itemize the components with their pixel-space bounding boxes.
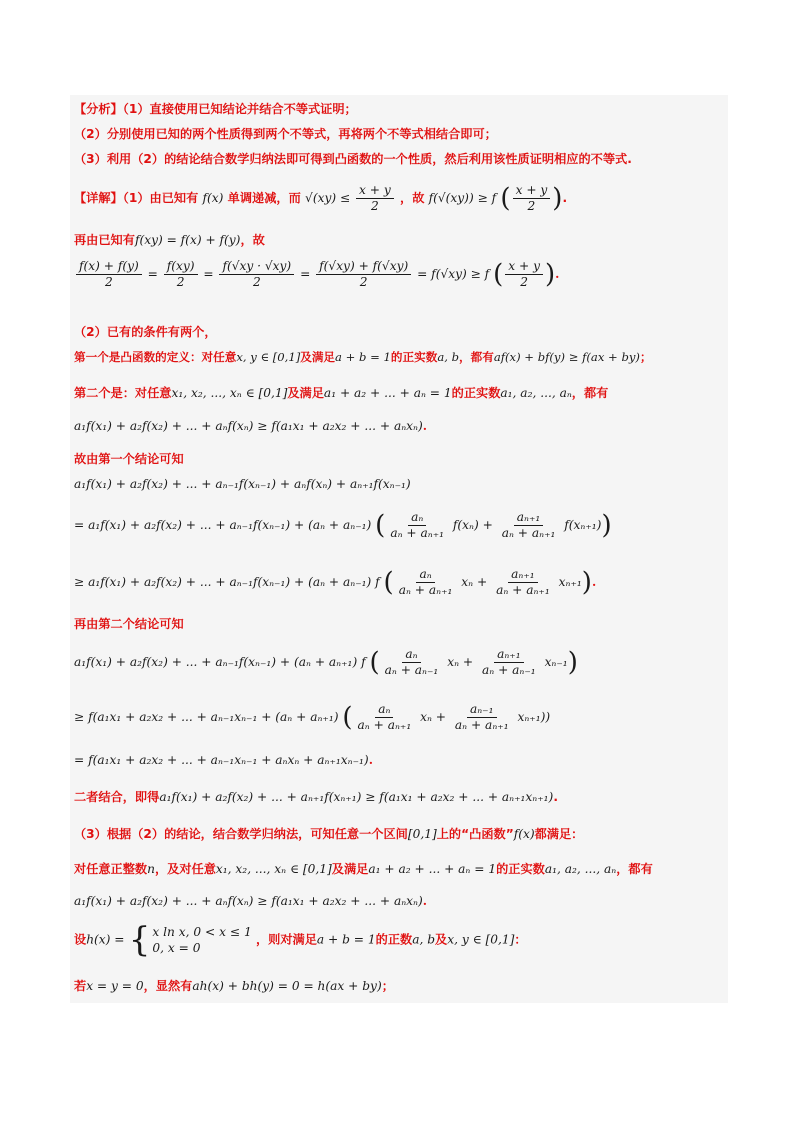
detail-line-6: 第二个是：对任意x₁, x₂, ..., xₙ ∈ [0,1]及满足a₁ + a₂ + ... + aₙ = 1的正实数a₁, a₂, ..., aₙ，都有: [74, 386, 609, 400]
detail-line-13: a₁f(x₁) + a₂f(x₂) + ... + aₙ₋₁f(xₙ₋₁) + (aₙ + aₙ₊₁) f ( $\frac{\text{aₙ}}{\text{aₙ + aₙ₋₁}}$ xₙ + $\frac{\text{aₙ₊₁}}{\text{aₙ + aₙ₋₁}}$ xₙ₋₁): [74, 647, 578, 678]
fraction: $\frac{\text{aₙ}}{\text{aₙ + aₙ₊₁}}$: [398, 567, 453, 597]
detail-line-14: ≥ f(a₁x₁ + a₂x₂ + ... + aₙ₋₁xₙ₋₁ + (aₙ + aₙ₊₁) ( $\frac{\text{aₙ}}{\text{aₙ + aₙ₊₁}}$ xₙ + $\frac{\text{aₙ₋₁}}{\text{aₙ + aₙ₊₁}}$ xₙ₊₁)): [74, 702, 551, 733]
detail-line-4: （2）已有的条件有两个，: [74, 325, 217, 339]
fraction: $\frac{f(√xy) + f(√xy)}{2}$: [316, 259, 411, 290]
analysis-line-2: （2）分别使用已知的两个性质得到两个不等式，再将两个不等式相结合即可；: [74, 127, 497, 141]
solution-panel: [70, 95, 728, 1003]
equation-chain-1: $\frac{f(x) + f(y)}{2}$ = $\frac{f(xy)}{2}$ = $\frac{f(√xy \cdot √xy)}{2}$ = $\frac{f(√xy) + f(√xy)}{2}$ = f(√xy) ≥ f ( $\frac{x + y}{2}$ ).: [74, 259, 559, 290]
fraction: $\frac{x + y}{2}$: [505, 259, 543, 290]
fraction: $\frac{\text{aₙ₊₁}}{\text{aₙ + aₙ₊₁}}$: [501, 510, 556, 540]
fraction: $\frac{\text{aₙ}}{\text{aₙ + aₙ₊₁}}$: [357, 702, 412, 732]
detail-line-10: = a₁f(x₁) + a₂f(x₂) + ... + aₙ₋₁f(xₙ₋₁) + (aₙ + aₙ₋₁) ( $\frac{\text{aₙ}}{\text{aₙ + aₙ₊₁}}$ f(xₙ) + $\frac{\text{aₙ₊₁}}{\text{aₙ + aₙ₊₁}}$ f(xₙ₊₁)): [74, 510, 612, 541]
detail-line-17: （3）根据（2）的结论，结合数学归纳法，可知任意一个区间[0,1]上的“凸函数”f(x)都满足：: [74, 827, 584, 841]
fraction: $\frac{\text{aₙ₊₁}}{\text{aₙ + aₙ₋₁}}$: [481, 647, 536, 677]
detail-line-16: 二者结合，即得a₁f(x₁) + a₂f(x₂) + ... + aₙ₊₁f(xₙ₊₁) ≥ f(a₁x₁ + a₂x₂ + ... + aₙ₊₁xₙ₊₁).: [74, 790, 558, 804]
fraction: $\frac{x + y}{2}$: [513, 183, 551, 214]
detail-line-8: 故由第一个结论可知: [74, 452, 184, 466]
detail-line-20: 设h(x) = { x ln x, 0 < x ≤ 1 0, x = 0 ，则对满足a + b = 1的正数a, b及x, y ∈ [0,1]：: [74, 920, 527, 960]
fraction: $\frac{\text{aₙ}}{\text{aₙ + aₙ₋₁}}$: [384, 647, 439, 677]
detail-line-15: = f(a₁x₁ + a₂x₂ + ... + aₙ₋₁xₙ₋₁ + aₙxₙ + aₙ₊₁xₙ₋₁).: [74, 753, 373, 767]
detail-line-12: 再由第二个结论可知: [74, 617, 184, 631]
fraction: $\frac{f(x) + f(y)}{2}$: [76, 259, 142, 290]
analysis-line-3: （3）利用（2）的结论结合数学归纳法即可得到凸函数的一个性质，然后利用该性质证明相应的不等式.: [74, 152, 632, 166]
detail-line-9: a₁f(x₁) + a₂f(x₂) + ... + aₙ₋₁f(xₙ₋₁) + aₙf(xₙ) + aₙ₊₁f(xₙ₋₁): [74, 477, 411, 491]
piecewise-definition: { x ln x, 0 < x ≤ 1 0, x = 0: [128, 920, 252, 960]
fraction: $\frac{\text{aₙ}}{\text{aₙ + aₙ₊₁}}$: [390, 510, 445, 540]
fraction: $\frac{\text{aₙ₋₁}}{\text{aₙ + aₙ₊₁}}$: [454, 702, 509, 732]
detail-line-1: 【详解】（1）由已知有 f(x) 单调递减，而 √(xy) ≤ $\frac{x + y}{2}$ ，故 f(√(xy)) ≥ f ( $\frac{x + y}{2}$ ).: [74, 183, 568, 214]
analysis-line-1: 【分析】（1）直接使用已知结论并结合不等式证明；: [74, 102, 357, 116]
fraction: $\frac{\text{aₙ₊₁}}{\text{aₙ + aₙ₊₁}}$: [496, 567, 550, 597]
fraction: $\frac{f(xy)}{2}$: [164, 259, 198, 290]
detail-line-19: a₁f(x₁) + a₂f(x₂) + ... + aₙf(xₙ) ≥ f(a₁x₁ + a₂x₂ + ... + aₙxₙ).: [74, 894, 427, 908]
detail-line-7: a₁f(x₁) + a₂f(x₂) + ... + aₙf(xₙ) ≥ f(a₁x₁ + a₂x₂ + ... + aₙxₙ).: [74, 419, 427, 433]
detail-line-18: 对任意正整数n，及对任意x₁, x₂, ..., xₙ ∈ [0,1]及满足a₁ + a₂ + ... + aₙ = 1的正实数a₁, a₂, ..., aₙ，都有: [74, 862, 653, 876]
detail-line-21: 若x = y = 0，显然有ah(x) + bh(y) = 0 = h(ax + by)；: [74, 979, 394, 993]
fraction: $\frac{f(√xy \cdot √xy)}{2}$: [219, 259, 294, 290]
detail-line-2: 再由已知有f(xy) = f(x) + f(y)，故: [74, 233, 265, 247]
detail-line-5: 第一个是凸函数的定义：对任意x, y ∈ [0,1]及满足a + b = 1的正实数a, b，都有af(x) + bf(y) ≥ f(ax + by)；: [74, 350, 652, 364]
detail-line-11: ≥ a₁f(x₁) + a₂f(x₂) + ... + aₙ₋₁f(xₙ₋₁) + (aₙ + aₙ₋₁) f ( $\frac{\text{aₙ}}{\text{aₙ + aₙ₊₁}}$ xₙ + $\frac{\text{aₙ₊₁}}{\text{aₙ + aₙ₊₁}}$ xₙ₊₁).: [74, 567, 597, 598]
fraction: $\frac{x + y}{2}$: [356, 183, 394, 214]
